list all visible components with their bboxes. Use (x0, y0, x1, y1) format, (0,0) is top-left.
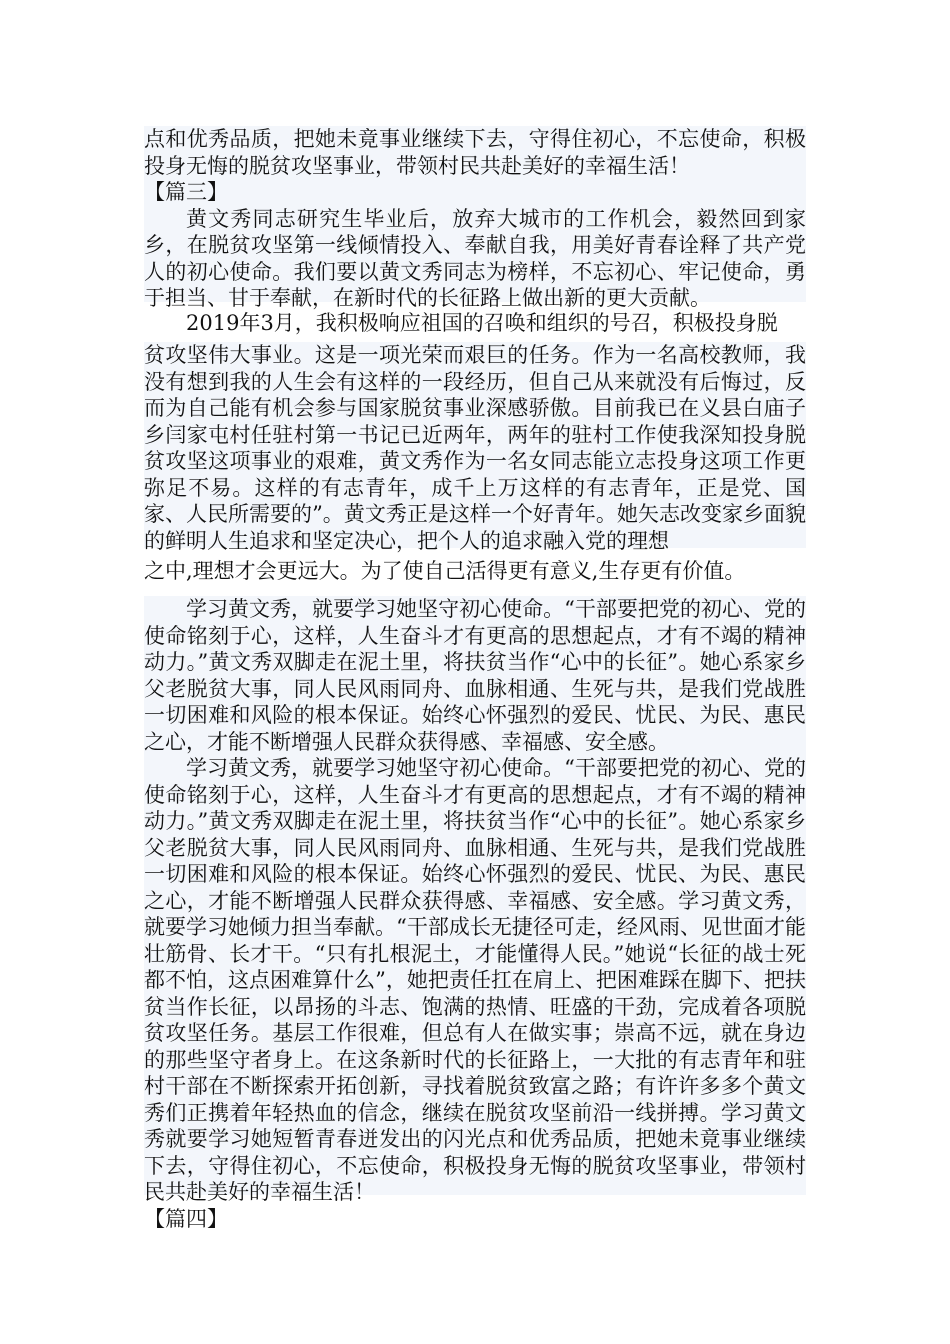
middle-paragraph: 贫攻坚伟大事业。这是一项光荣而艰巨的任务。作为一名高校教师，我没有想到我的人生会有这样的一段经历，但自己从来就没有后悔过，反而为自己能有机会参与国家脱贫事业深感骄傲。目前我已在义县白庙子乡闫家屯村任驻村第一书记已近两年，两年的驻村工作使我深知投身脱贫攻坚这项事业的艰难，黄文秀作为一名女同志能立志投身这项工作更弥足不易。这样的有志青年，成千上万这样的有志青年，正是党、国家、人民所需要的”。黄文秀正是这样一个好青年。她矢志改变家乡面貌的鲜明人生追求和坚定决心，把个人的追求融入党的理想 (144, 343, 806, 553)
bottom-text-block (144, 596, 806, 1231)
section-heading-4: 【篇四】 (144, 1206, 228, 1231)
middle-text-block (144, 342, 806, 553)
middle-end-line-block (144, 558, 806, 588)
section-heading-3: 【篇三】 (144, 180, 228, 204)
top-text-block (144, 126, 806, 310)
section-3-paragraph: 黄文秀同志研究生毕业后，放弃大城市的工作机会，毅然回到家乡，在脱贫攻坚第一线倾情投入、奉献自我，用美好青春诠释了共产党人的初心使命。我们要以黄文秀同志为榜样，不忘初心、牢记使命，勇于担当、甘于奉献，在新时代的长征路上做出新的更大贡献。 (144, 206, 806, 310)
continuation-paragraph: 点和优秀品质，把她未竟事业继续下去，守得住初心，不忘使命，积极投身无悔的脱贫攻坚事业，带领村民共赴美好的幸福生活！ (144, 127, 806, 178)
middle-end-line: 之中,理想才会更远大。为了使自己活得更有意义,生存更有价值。 (144, 559, 746, 583)
middle-first-line: 2019年3月，我积极响应祖国的召唤和组织的号召，积极投身脱 (186, 311, 778, 335)
bottom-paragraph-2: 学习黄文秀，就要学习她坚守初心使命。“干部要把党的初心、党的使命铭刻于心，这样，人生奋斗才有更高的思想起点，才有不竭的精神动力。”黄文秀双脚走在泥土里，将扶贫当作“心中的长征”。她心系家乡父老脱贫大事，同人民风雨同舟、血脉相通、生死与共，是我们党战胜一切困难和风险的根本保证。始终心怀强烈的爱民、忧民、为民、惠民之心，才能不断增强人民群众获得感、幸福感、安全感。学习黄文秀，就要学习她倾力担当奉献。“干部成长无捷径可走，经风雨、见世面才能壮筋骨、长才干。“只有扎根泥土，才能懂得人民。”她说“长征的战士死都不怕，这点困难算什么”，她把责任扛在肩上、把困难踩在脚下、把扶贫当作长征，以昂扬的斗志、饱满的热情、旺盛的干劲，完成着各项脱贫攻坚任务。基层工作很难，但总有人在做实事；崇高不远，就在身边的那些坚守者身上。在这条新时代的长征路上，一大批的有志青年和驻村干部在不断探索开拓创新，寻找着脱贫致富之路；有许许多多个黄文秀们正携着年轻热血的信念，继续在脱贫攻坚前沿一线拼搏。学习黄文秀就要学习她短暂青春迸发出的闪光点和优秀品质，把她未竟事业继续下去，守得住初心，不忘使命，积极投身无悔的脱贫攻坚事业，带领村民共赴美好的幸福生活！ (144, 756, 806, 1204)
bottom-paragraph-1: 学习黄文秀，就要学习她坚守初心使命。“干部要把党的初心、党的使命铭刻于心，这样，人生奋斗才有更高的思想起点，才有不竭的精神动力。”黄文秀双脚走在泥土里，将扶贫当作“心中的长征”。她心系家乡父老脱贫大事，同人民风雨同舟、血脉相通、生死与共，是我们党战胜一切困难和风险的根本保证。始终心怀强烈的爱民、忧民、为民、惠民之心，才能不断增强人民群众获得感、幸福感、安全感。 (144, 597, 806, 754)
